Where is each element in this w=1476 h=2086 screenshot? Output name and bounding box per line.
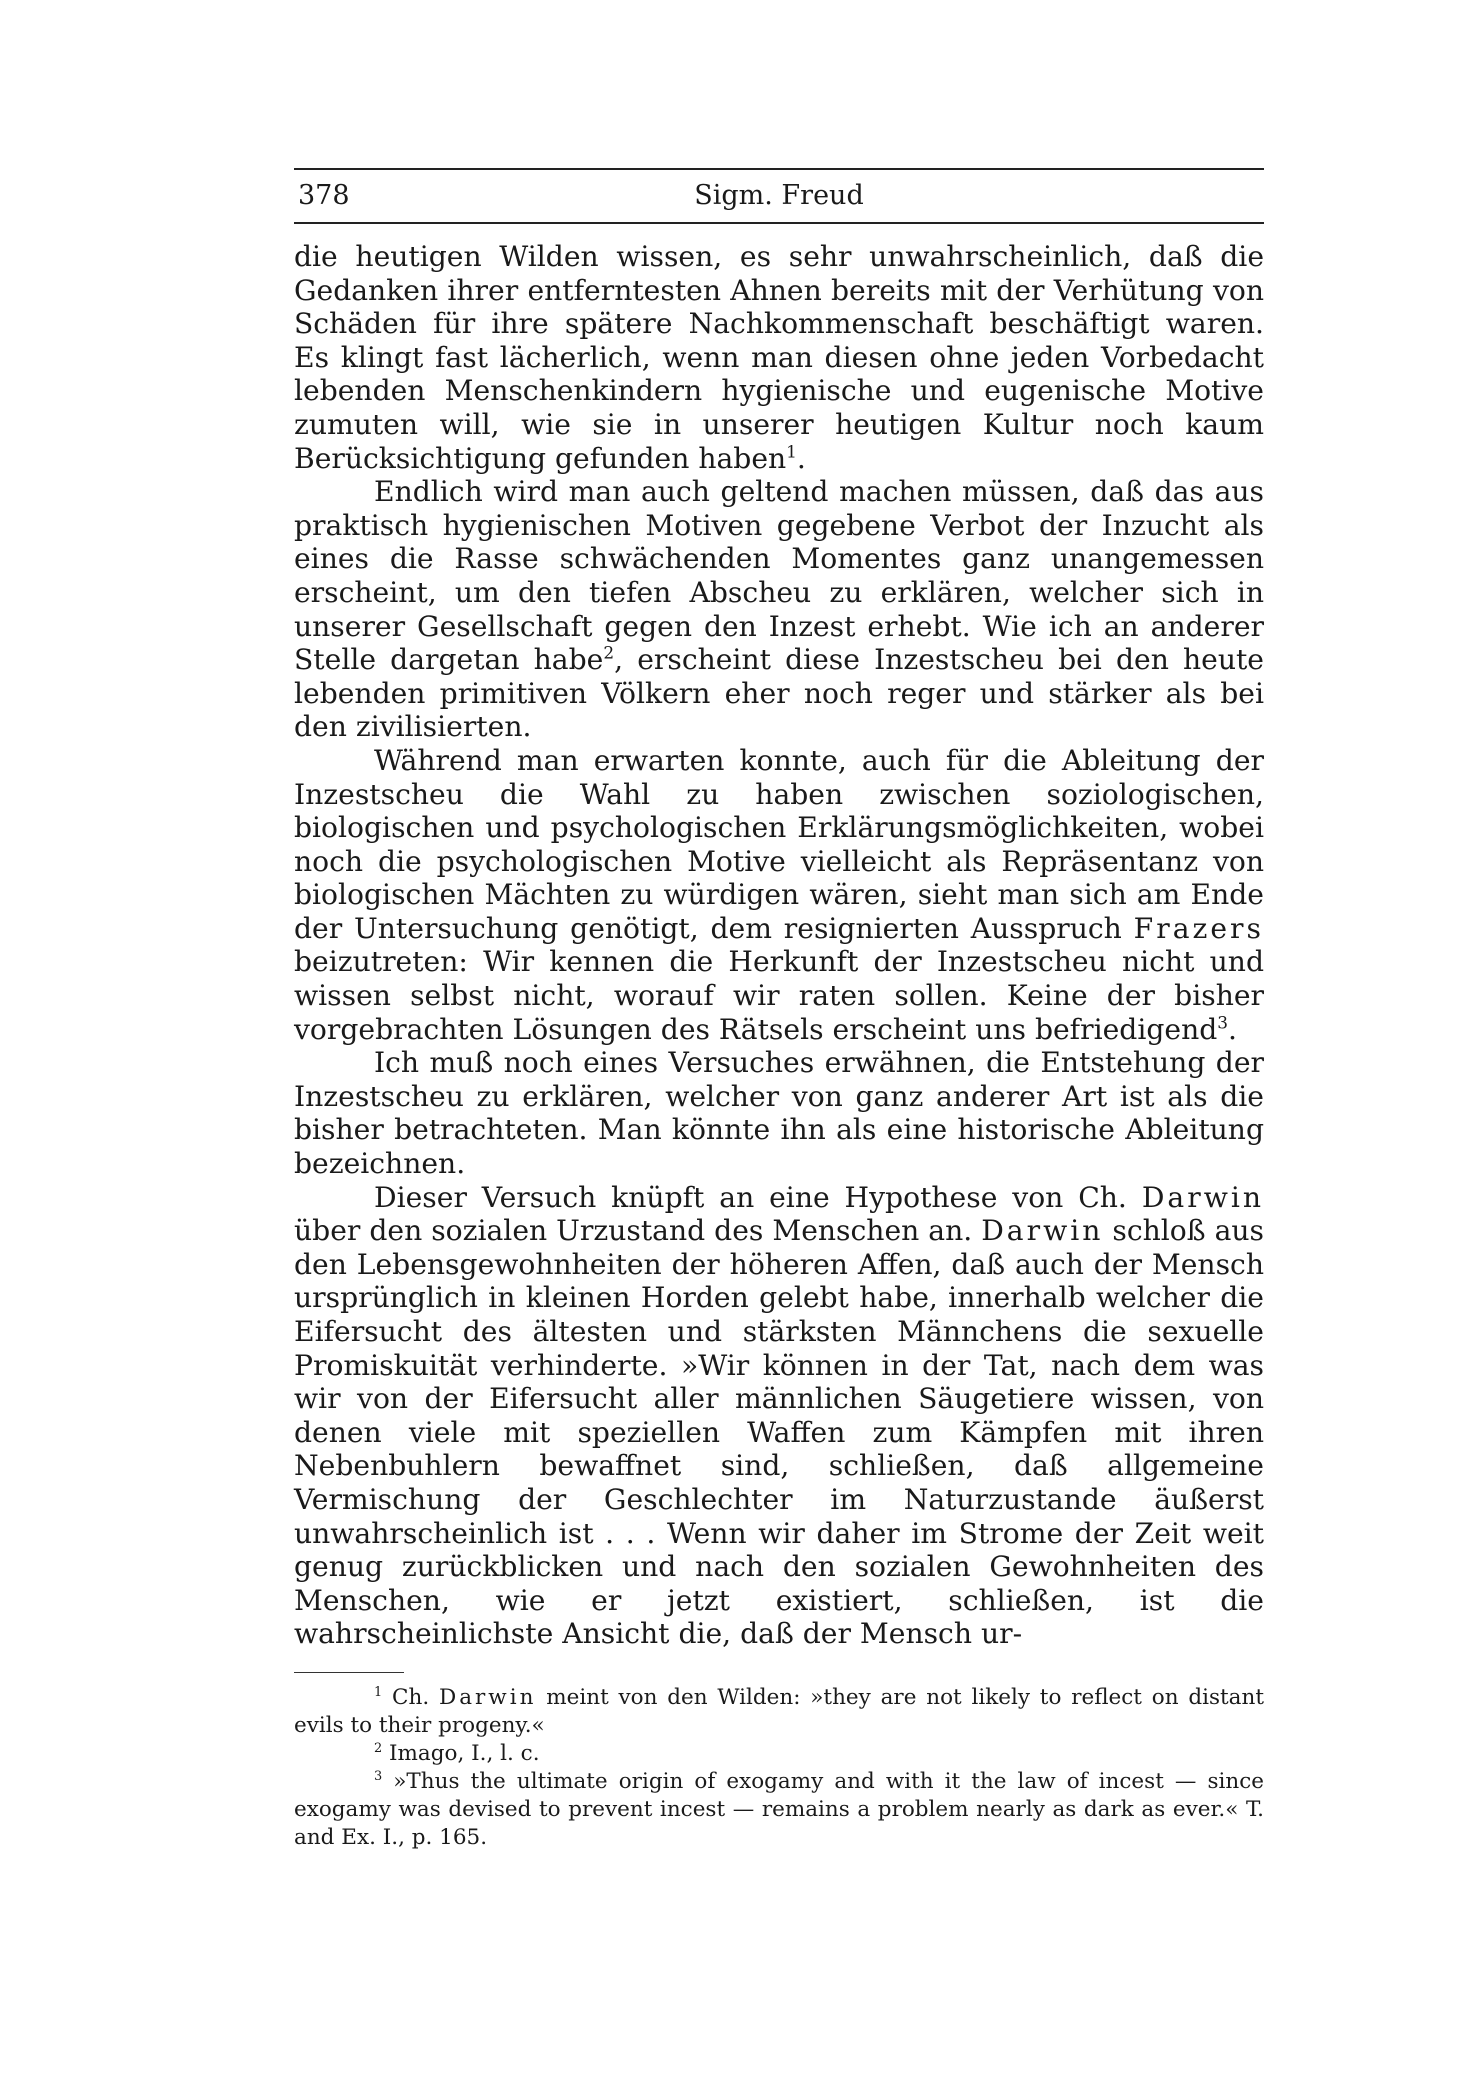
paragraph-5-rest: schloß aus den Lebensgewohnheiten der höheren Affen, daß auch der Mensch ursprünglich in kleinen Horden gelebt habe, innerhalb welcher die Eifersucht des ältesten und stärksten Männchens die sexuelle Promiskuität verhinderte. »Wir können in der Tat, nach dem was wir von der Eifersucht aller männlichen Säugetiere wissen, von denen viele mit speziellen Waffen zum Kämpfen mit ihren Nebenbuhlern bewaffnet sind, schließen, daß allgemeine Vermischung der Geschlechter im Naturzustande äußerst unwahrscheinlich ist . . . Wenn wir daher im Strome der Zeit weit genug zurückblicken und nach den sozialen Gewohnheiten des Menschen, wie er jetzt existiert, schließen, ist die wahrscheinlichste Ansicht die, daß der Mensch ur-	[294, 1214, 1264, 1651]
footnote-1	[294, 1684, 1264, 1740]
footnote-1-mark: 1	[374, 1684, 383, 1700]
paragraph-5-text: Dieser Versuch knüpft an eine Hypothese von Ch.	[374, 1180, 1127, 1214]
footnotes	[294, 1684, 1264, 1852]
running-head: Sigm. Freud	[694, 180, 864, 211]
footnote-ref-2: 2	[603, 642, 615, 663]
footnote-3-text: »Thus the ultimate origin of exogamy and with it the law of incest — since exogamy was devised to prevent incest — remains a problem nearly as dark as ever.« T. and Ex. I., p. 165.	[294, 1769, 1264, 1850]
paragraph-1-period: .	[796, 441, 806, 475]
page-header	[294, 168, 1264, 224]
name-darwin-1: Darwin	[1141, 1180, 1264, 1214]
footnote-2-text: Imago, I., l. c.	[389, 1741, 540, 1766]
footnote-3-mark: 3	[374, 1768, 383, 1784]
paragraph-3-text: Während man erwarten konnte, auch für die Ableitung der Inzestscheu die Wahl zu haben zwischen soziologischen, biologischen und psychologischen Erklärungsmöglichkeiten, wobei noch die psychologischen Motive vielleicht als Repräsentanz von biologischen Mächten zu würdigen wären, sieht man sich am Ende der Untersuchung genötigt, dem resignierten Ausspruch	[294, 743, 1264, 945]
body-text	[294, 240, 1264, 1651]
footnote-3	[294, 1768, 1264, 1852]
paragraph-5-mid: über den sozialen Urzustand des Menschen an.	[294, 1214, 973, 1248]
footnote-1-text: meint von den Wilden: »they are not likely to reflect on distant evils to their progeny.«	[294, 1685, 1264, 1738]
paragraph-4	[294, 1046, 1264, 1180]
paragraph-2-rest: , erscheint diese Inzestscheu bei den heute lebenden primitiven Völkern eher noch reger und stärker als bei den zivilisierten.	[294, 643, 1264, 744]
footnote-ref-3: 3	[1217, 1012, 1229, 1033]
footnote-divider	[294, 1672, 404, 1673]
paragraph-1	[294, 240, 1264, 475]
paragraph-1-text: die heutigen Wilden wissen, es sehr unwahrscheinlich, daß die Gedanken ihrer entferntesten Ahnen bereits mit der Verhütung von Schäden für ihre spätere Nachkommenschaft beschäftigt waren. Es klingt fast lächerlich, wenn man diesen ohne jeden Vorbedacht lebenden Menschenkindern hygienische und eugenische Motive zumuten will, wie sie in unserer heutigen Kultur noch kaum Berücksichtigung gefunden haben	[294, 240, 1264, 475]
name-darwin-2: Darwin	[981, 1214, 1104, 1248]
name-frazer: Frazers	[1133, 911, 1264, 945]
paragraph-5	[294, 1181, 1264, 1651]
footnote-ref-1: 1	[786, 441, 797, 462]
footnote-2-mark: 2	[374, 1740, 383, 1756]
paragraph-3	[294, 744, 1264, 1046]
paragraph-2	[294, 475, 1264, 744]
paragraph-3-period: .	[1228, 1012, 1237, 1046]
footnote-1-name: Darwin	[438, 1685, 537, 1710]
footnote-2	[294, 1740, 1264, 1768]
paragraph-2-text: Endlich wird man auch geltend machen müssen, daß das aus praktisch hygienischen Motiven gegebene Verbot der Inzucht als eines die Rasse schwächenden Momentes ganz unangemessen erscheint, um den tiefen Abscheu zu erklären, welcher sich in unserer Gesellschaft gegen den Inzest erhebt. Wie ich an anderer Stelle dargetan habe	[294, 475, 1264, 677]
page-number: 378	[298, 180, 350, 211]
paragraph-3-rest: beizutreten: Wir kennen die Herkunft der Inzestscheu nicht und wissen selbst nicht, worauf wir raten sollen. Keine der bisher vorgebrachten Lösungen des Rätsels erscheint uns befriedigend	[294, 945, 1264, 1046]
footnote-1-lead: Ch.	[392, 1685, 430, 1710]
paragraph-4-text: Ich muß noch eines Versuches erwähnen, die Entstehung der Inzestscheu zu erklären, welcher von ganz anderer Art ist als die bisher betrachteten. Man könnte ihn als eine historische Ableitung bezeichnen.	[294, 1046, 1264, 1181]
